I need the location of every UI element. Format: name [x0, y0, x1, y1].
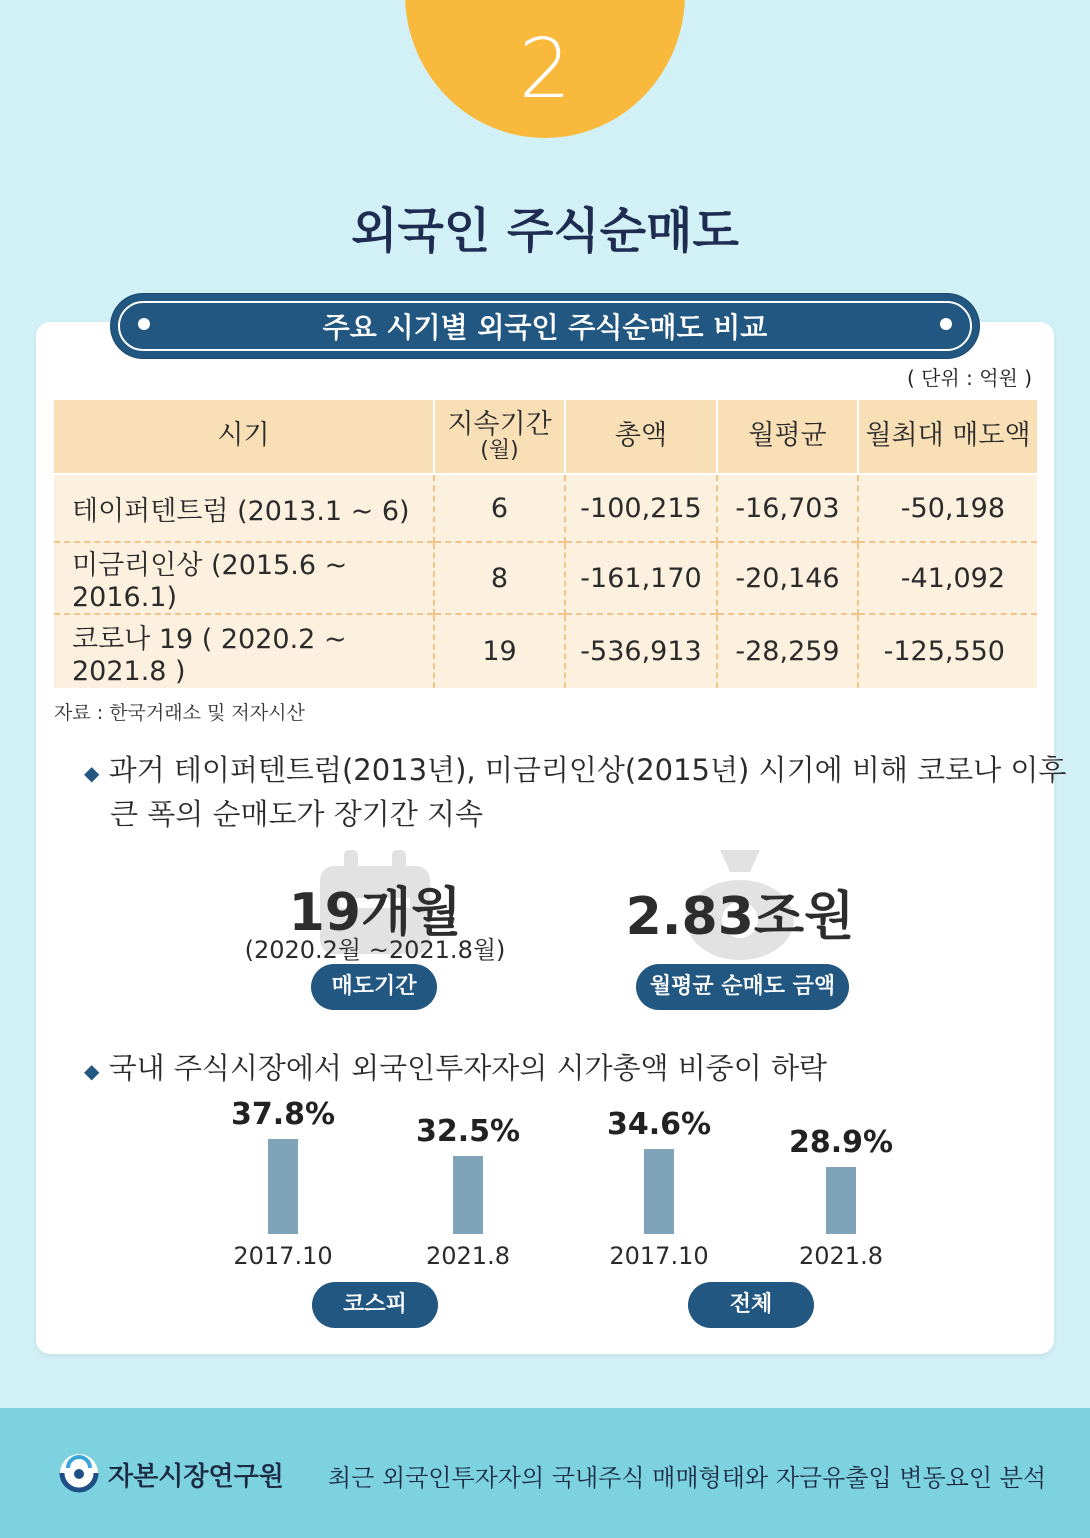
- cell-avg: -20,146: [717, 542, 858, 614]
- col-header-period: 시기: [54, 400, 434, 474]
- col-header-total: 총액: [565, 400, 717, 474]
- chart-data-label: 37.8%: [230, 1097, 336, 1132]
- unit-label: ( 단위 : 억원 ): [906, 366, 1032, 390]
- col-header-duration-label: 지속기간: [447, 408, 552, 440]
- cell-avg: -16,703: [717, 474, 858, 542]
- banner-title: 주요 시기별 외국인 주식순매도 비교: [322, 311, 768, 344]
- comparison-table: [54, 400, 1037, 688]
- amount-label-badge: 월평균 순매도 금액: [636, 964, 849, 1010]
- period-value: 19개월: [288, 883, 462, 943]
- page-title: 외국인 주식순매도: [351, 203, 739, 259]
- cell-period: 미금리인상 (2015.6 ~ 2016.1): [54, 542, 434, 614]
- chart-data-label: 34.6%: [606, 1107, 712, 1142]
- chart-bar: [453, 1156, 483, 1234]
- col-header-max: 월최대 매도액: [858, 400, 1037, 474]
- cell-months: 8: [434, 542, 565, 614]
- total-label-badge: 전체: [688, 1282, 814, 1328]
- chart-category-label: 2017.10: [233, 1242, 333, 1270]
- cell-total: -536,913: [565, 614, 717, 688]
- amount-value: 2.83조원: [625, 887, 855, 947]
- chart-bar: [268, 1139, 298, 1234]
- org-name: 자본시장연구원: [108, 1462, 284, 1492]
- col-header-duration: [434, 400, 565, 474]
- table-row: [54, 542, 1037, 614]
- bullet-2-text: 국내 주식시장에서 외국인투자자의 시가총액 비중이 하락: [108, 1051, 828, 1085]
- col-header-avg: 월평균: [717, 400, 858, 474]
- section-banner: [114, 297, 976, 355]
- cell-max: -50,198: [858, 474, 1037, 542]
- chart-data-label: 32.5%: [415, 1114, 521, 1149]
- bullet-2: [84, 1046, 827, 1087]
- cell-months: 6: [434, 474, 565, 542]
- table-header-row: [54, 400, 1037, 474]
- report-title: 최근 외국인투자자의 국내주식 매매형태와 자금유출입 변동요인 분석: [327, 1464, 1046, 1492]
- page-number: 2: [518, 22, 572, 117]
- col-header-duration-unit: (월): [480, 438, 519, 464]
- cell-max: -125,550: [858, 614, 1037, 688]
- diamond-icon: ◆: [84, 761, 100, 785]
- diamond-icon: ◆: [84, 1059, 100, 1083]
- kospi-label-badge: 코스피: [312, 1282, 438, 1328]
- kcmi-logo-icon: [58, 1452, 100, 1494]
- cell-months: 19: [434, 614, 565, 688]
- cell-period: 코로나 19 ( 2020.2 ~ 2021.8 ): [54, 614, 434, 688]
- table-row: [54, 474, 1037, 542]
- source-note: 자료 : 한국거래소 및 저자시산: [54, 702, 305, 724]
- chart-bar: [826, 1167, 856, 1234]
- bullet-1-line-1: 과거 테이퍼텐트럼(2013년), 미금리인상(2015년) 시기에 비해 코로나 이후: [108, 753, 1067, 787]
- bullet-1: [84, 748, 1066, 789]
- cell-max: -41,092: [858, 542, 1037, 614]
- cell-total: -100,215: [565, 474, 717, 542]
- chart-category-label: 2021.8: [426, 1242, 510, 1270]
- table-row: [54, 614, 1037, 688]
- chart-category-label: 2021.8: [799, 1242, 883, 1270]
- chart-category-label: 2017.10: [609, 1242, 709, 1270]
- cell-avg: -28,259: [717, 614, 858, 688]
- bullet-1-line-2: 큰 폭의 순매도가 장기간 지속: [110, 797, 484, 831]
- cell-total: -161,170: [565, 542, 717, 614]
- period-range: (2020.2월 ~2021.8월): [244, 936, 506, 964]
- chart-data-label: 28.9%: [788, 1125, 894, 1160]
- cell-period: 테이퍼텐트럼 (2013.1 ~ 6): [54, 474, 434, 542]
- period-label-badge: 매도기간: [311, 964, 437, 1010]
- chart-bar: [644, 1149, 674, 1234]
